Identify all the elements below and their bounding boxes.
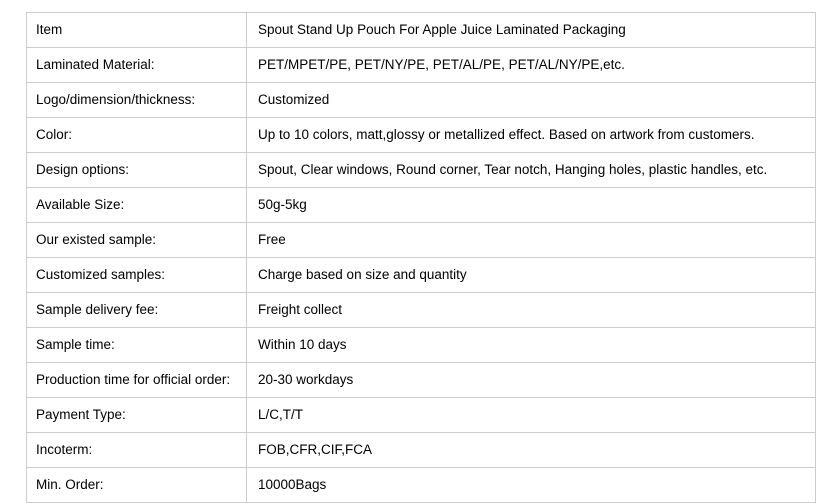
row-value: 50g-5kg xyxy=(247,188,816,223)
row-label: Min. Order: xyxy=(27,468,247,503)
row-label: Production time for official order: xyxy=(27,363,247,398)
row-label: Design options: xyxy=(27,153,247,188)
row-label: Item xyxy=(27,13,247,48)
row-value: Spout Stand Up Pouch For Apple Juice Laminated Packaging xyxy=(247,13,816,48)
table-row xyxy=(27,433,816,468)
row-value: PET/MPET/PE, PET/NY/PE, PET/AL/PE, PET/AL/NY/PE,etc. xyxy=(247,48,816,83)
row-value: L/C,T/T xyxy=(247,398,816,433)
table-row xyxy=(27,293,816,328)
table-row xyxy=(27,153,816,188)
table-row xyxy=(27,258,816,293)
table-row xyxy=(27,188,816,223)
table-row xyxy=(27,468,816,503)
table-row xyxy=(27,328,816,363)
row-label: Sample delivery fee: xyxy=(27,293,247,328)
row-value: Freight collect xyxy=(247,293,816,328)
row-label: Our existed sample: xyxy=(27,223,247,258)
row-value: 10000Bags xyxy=(247,468,816,503)
row-value: FOB,CFR,CIF,FCA xyxy=(247,433,816,468)
row-label: Payment Type: xyxy=(27,398,247,433)
row-label: Logo/dimension/thickness: xyxy=(27,83,247,118)
row-label: Available Size: xyxy=(27,188,247,223)
row-label: Sample time: xyxy=(27,328,247,363)
row-value: 20-30 workdays xyxy=(247,363,816,398)
row-value: Up to 10 colors, matt,glossy or metallized effect. Based on artwork from customers. xyxy=(247,118,816,153)
product-specification-table xyxy=(26,12,816,503)
table-row xyxy=(27,83,816,118)
row-value: Charge based on size and quantity xyxy=(247,258,816,293)
row-value: Within 10 days xyxy=(247,328,816,363)
row-value: Free xyxy=(247,223,816,258)
table-row xyxy=(27,48,816,83)
table-row xyxy=(27,13,816,48)
row-label: Laminated Material: xyxy=(27,48,247,83)
row-value: Spout, Clear windows, Round corner, Tear notch, Hanging holes, plastic handles, etc. xyxy=(247,153,816,188)
table-row xyxy=(27,118,816,153)
row-label: Incoterm: xyxy=(27,433,247,468)
table-row xyxy=(27,363,816,398)
table-row xyxy=(27,223,816,258)
row-label: Customized samples: xyxy=(27,258,247,293)
table-body xyxy=(27,13,816,503)
row-label: Color: xyxy=(27,118,247,153)
row-value: Customized xyxy=(247,83,816,118)
table-row xyxy=(27,398,816,433)
